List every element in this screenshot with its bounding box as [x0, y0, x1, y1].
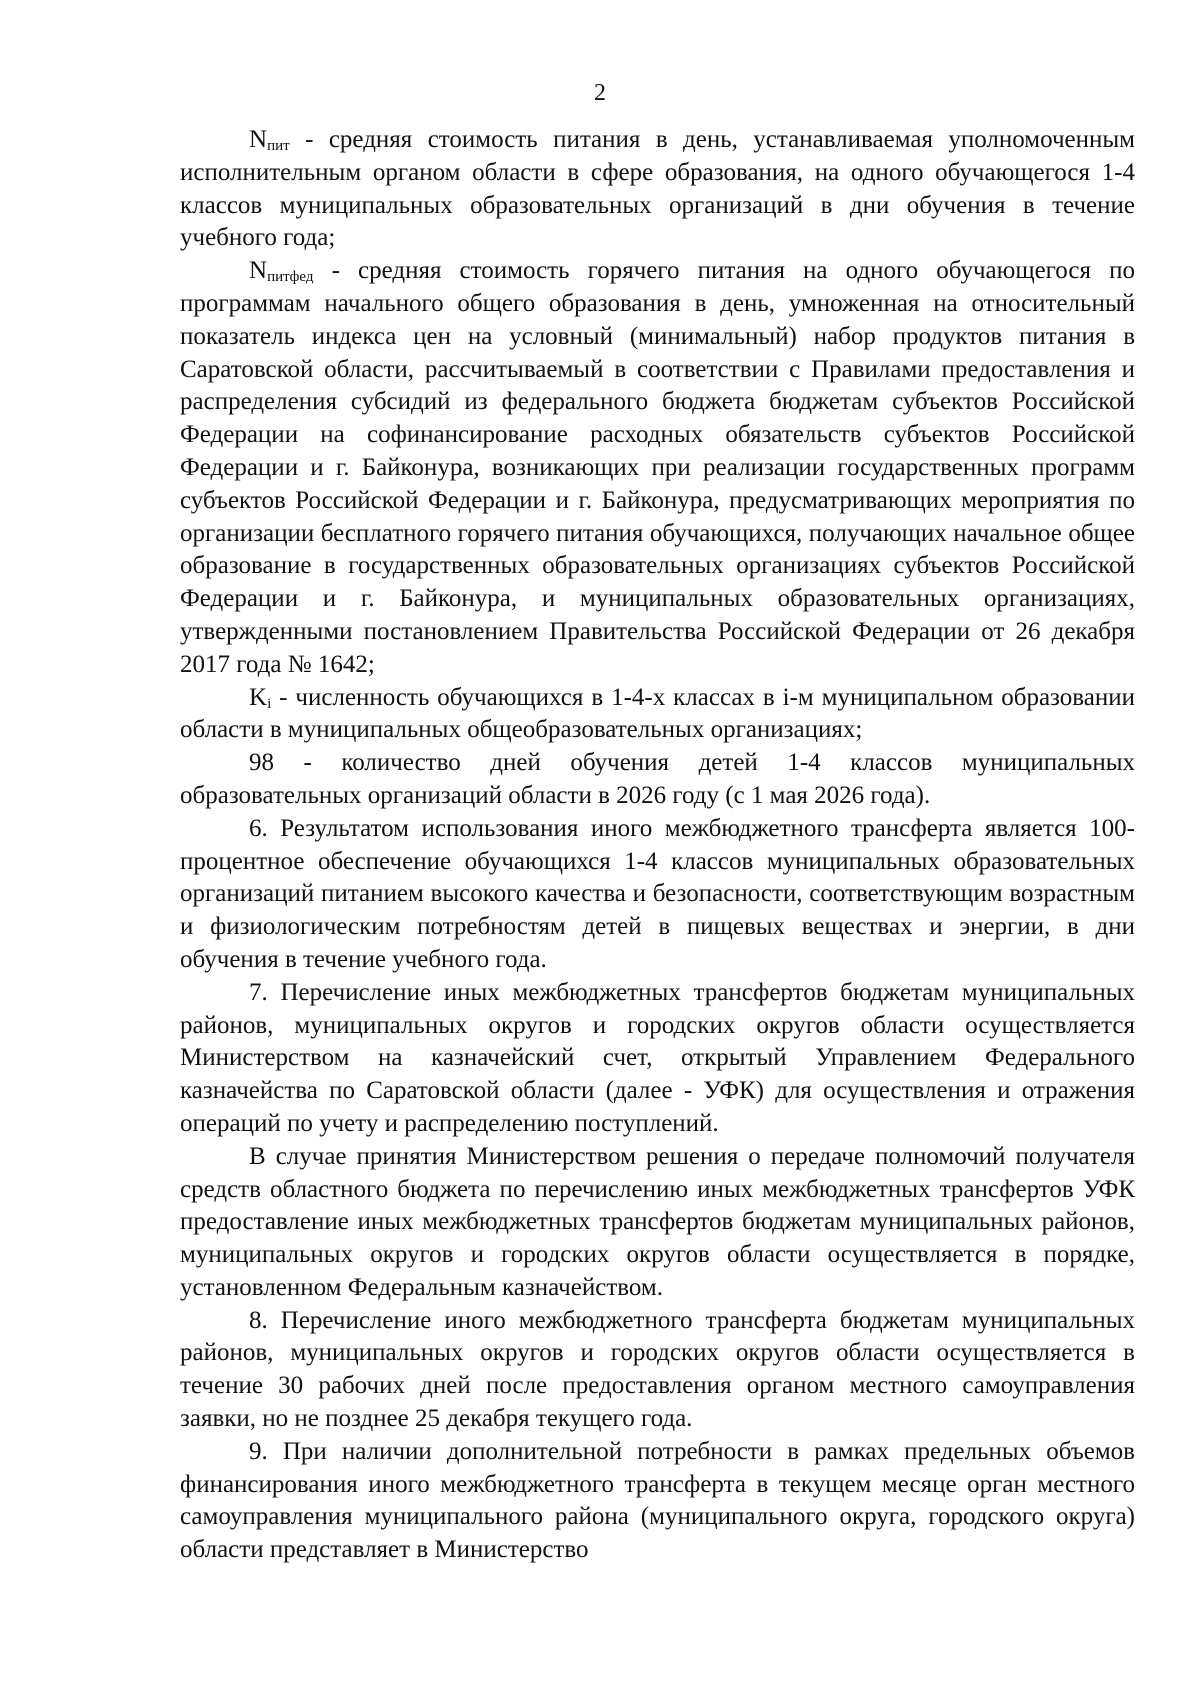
paragraph-text: 9. При наличии дополнительной потребности в рамках предельных объемов финансирования иного межбюджетного трансферта в текущем месяце орган местного самоуправления муниципального района (муниципального округа, городского округа) области представляет в Министерство — [180, 1437, 1135, 1564]
paragraph-text: В случае принятия Министерством решения о передаче полномочий получателя средств областного бюджета по перечислению иных межбюджетных трансфертов УФК предоставление иных межбюджетных трансфертов бюджетам муниципальных районов, муниципальных округов и городских округов области осуществляется в порядке, установленном Федеральным казначейством. — [180, 1142, 1135, 1301]
paragraph-text: - численность обучающихся в 1-4-х классах в i-м муниципальном образовании области в муниципальных общеобразовательных организациях; — [180, 683, 1135, 744]
paragraph-text: - средняя стоимость питания в день, устанавливаемая уполномоченным исполнительным органом области в сфере образования, на одного обучающегося 1-4 классов муниципальных образовательных организаций в дни обучения в течение учебного года; — [180, 126, 1135, 252]
paragraph-days-definition — [180, 747, 1135, 813]
document-body — [180, 124, 1135, 1567]
formula-subscript: i — [267, 695, 272, 712]
paragraph-item-7 — [180, 977, 1135, 1141]
paragraph-text: 6. Результатом использования иного межбюджетного трансферта является 100-процентное обеспечение обучающихся 1-4 классов муниципальных образовательных организаций питанием высокого качества и безопасности, соответствующим возрастным и физиологическим потребностям детей в пищевых веществах и энергии, в дни обучения в течение учебного года. — [180, 814, 1135, 973]
paragraph-text: 8. Перечисление иного межбюджетного трансферта бюджетам муниципальных районов, муниципальных округов и городских округов области осуществляется в течение 30 рабочих дней после предоставления органом местного самоуправления заявки, но не позднее 25 декабря текущего года. — [180, 1306, 1135, 1433]
paragraph-text: - средняя стоимость горячего питания на одного обучающегося по программам начального общего образования в день, умноженная на относительный показатель индекса цен на условный (минимальный) набор продуктов питания в Саратовской области, рассчитываемый в соответствии с Правилами предоставления и распределения субсидий из федерального бюджета бюджетам субъектов Российской Федерации на софинансирование расходных обязательств субъектов Российской Федерации и г. Байконура, возникающих при реализации государственных программ субъектов Российской Федерации и г. Байконура, предусматривающих мероприятия по организации бесплатного горячего питания обучающихся, получающих начальное общее образование в государственных образовательных организациях субъектов Российской Федерации и г. Байконура, и муниципальных образовательных организациях, утвержденными постановлением Правительства Российской Федерации от 26 декабря 2017 года № 1642; — [180, 257, 1135, 678]
paragraph-text: 7. Перечисление иных межбюджетных трансфертов бюджетам муниципальных районов, муниципальных округов и городских округов области осуществляется Министерством на казначейский счет, открытый Управлением Федерального казначейства по Саратовской области (далее - УФК) для осуществления и отражения операций по учету и распределению поступлений. — [180, 978, 1135, 1137]
paragraph-item-7-continuation — [180, 1141, 1135, 1305]
formula-symbol: N — [249, 126, 268, 153]
paragraph-item-8 — [180, 1305, 1135, 1436]
page-number: 2 — [594, 80, 606, 106]
formula-subscript: пит — [267, 138, 290, 154]
paragraph-item-6 — [180, 813, 1135, 977]
paragraph-ki-definition — [180, 682, 1135, 748]
paragraph-text: 98 - количество дней обучения детей 1-4 классов муниципальных образовательных организаций области в 2026 году (с 1 мая 2026 года). — [180, 749, 1135, 809]
formula-subscript: питфед — [267, 269, 314, 286]
paragraph-n-pit-definition — [180, 124, 1135, 255]
formula-symbol: K — [249, 683, 268, 711]
paragraph-n-pitfed-definition — [180, 255, 1135, 681]
formula-symbol: N — [249, 257, 268, 285]
paragraph-item-9 — [180, 1436, 1135, 1567]
